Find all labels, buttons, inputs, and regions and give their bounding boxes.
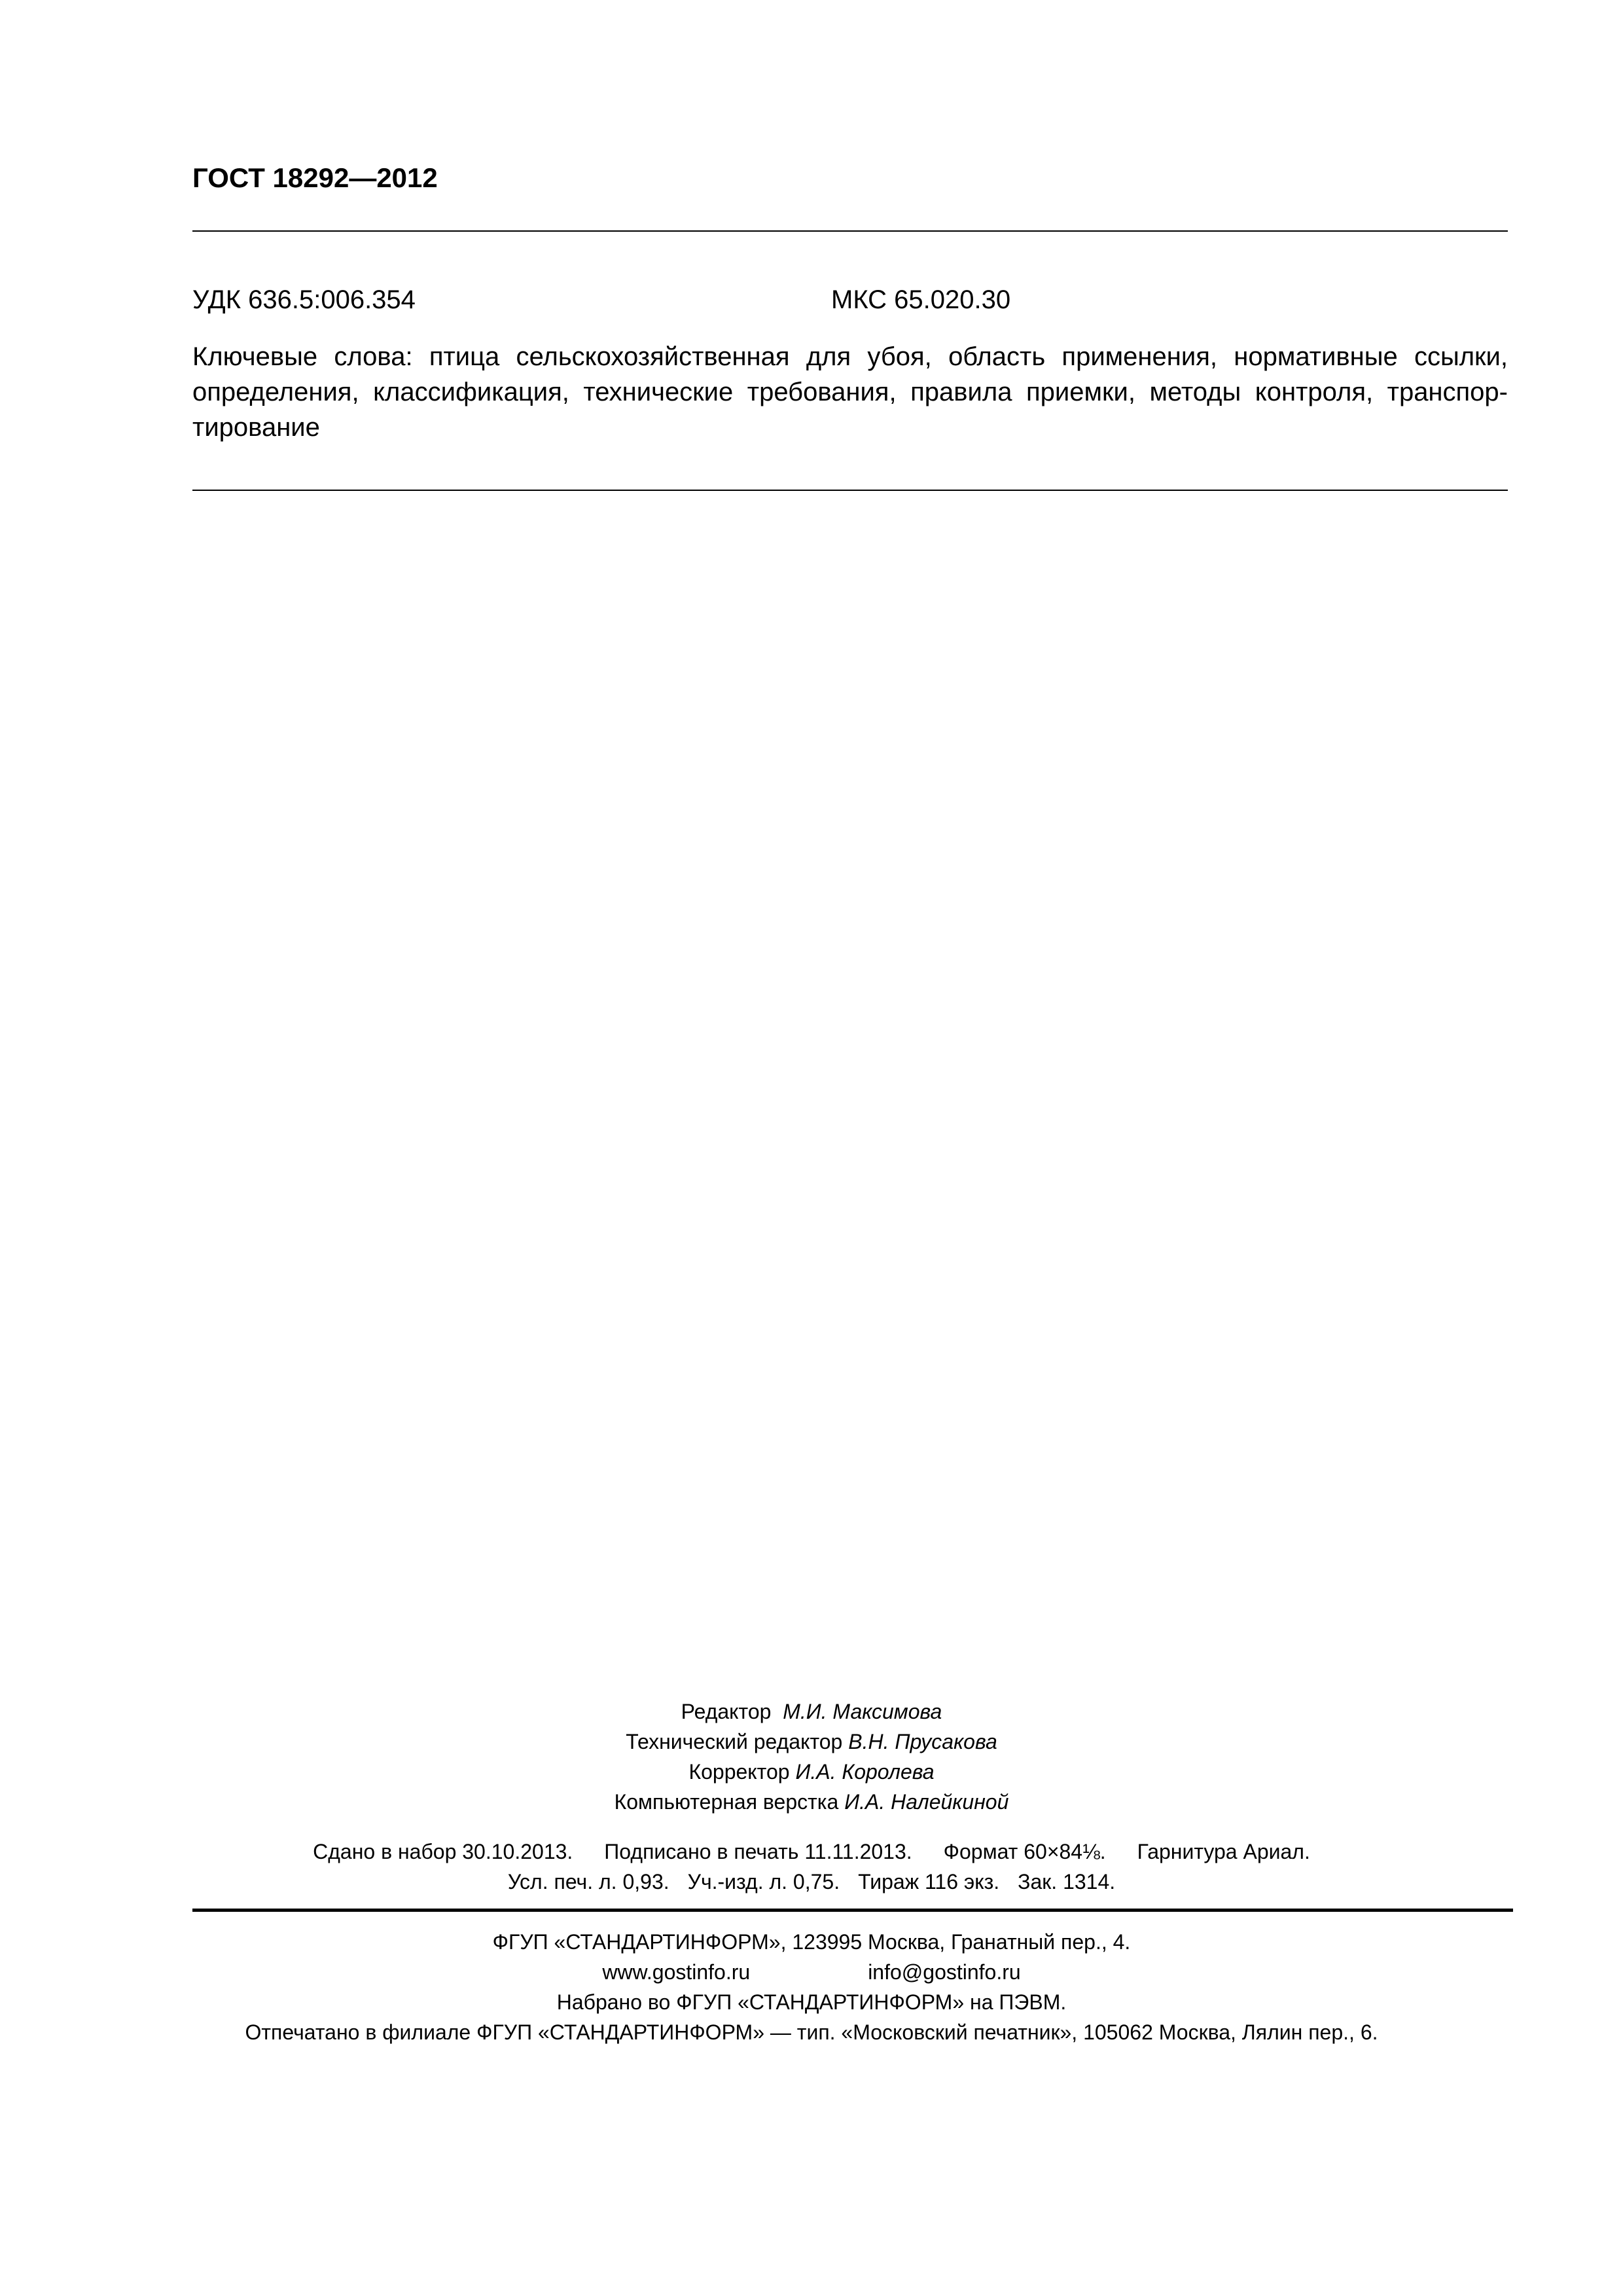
keywords-paragraph [192,339,1508,445]
credit-name: И.А. Налейкиной [844,1790,1009,1814]
pub-sheets: Уч.-изд. л. 0,75. [687,1870,840,1893]
credit-name: И.А. Королева [795,1760,935,1784]
keywords-line: определения, классификация, технические требования, правила приемки, методы контроля, транспор- [192,378,1508,406]
publisher-website: www.gostinfo.ru [602,1960,751,1984]
submitted-date: Сдано в набор 30.10.2013. [313,1840,573,1863]
paper-format: Формат 60×84⅛. [943,1840,1106,1863]
publisher-email: info@gostinfo.ru [868,1960,1021,1984]
keywords-line: Ключевые слова: птица сельскохозяйственная для убоя, область применения, нормативные ссылки, [192,342,1508,371]
print-info-block [0,1837,1623,1897]
credit-role: Корректор [688,1760,790,1784]
publisher-block [0,1927,1623,2047]
udk-code: УДК 636.5:006.354 [192,285,416,314]
top-divider [192,230,1508,232]
publisher-address: ФГУП «СТАНДАРТИНФОРМ», 123995 Москва, Гранатный пер., 4. [492,1930,1131,1954]
publisher-divider [192,1909,1513,1912]
credit-layout [0,1787,1623,1817]
print-info-line-1 [0,1837,1623,1867]
credit-tech-editor [0,1727,1623,1757]
mks-code: МКС 65.020.30 [831,285,1011,314]
credits-block [0,1696,1623,1817]
credit-proofreader [0,1757,1623,1787]
order-number: Зак. 1314. [1018,1870,1116,1893]
credit-role: Компьютерная верстка [614,1790,839,1814]
signed-date: Подписано в печать 11.11.2013. [604,1840,912,1863]
typeface: Гарнитура Ариал. [1137,1840,1310,1863]
credit-name: В.Н. Прусакова [848,1730,997,1753]
publisher-contacts [0,1957,1623,1987]
credit-editor [0,1696,1623,1727]
circulation: Тираж 116 экз. [858,1870,1000,1893]
print-info-line-2 [0,1867,1623,1897]
typeset-note: Набрано во ФГУП «СТАНДАРТИНФОРМ» на ПЭВМ. [556,1990,1067,2014]
credit-role: Редактор [681,1700,772,1723]
credit-name: М.И. Максимова [783,1700,942,1723]
print-sheets: Усл. печ. л. 0,93. [507,1870,669,1893]
credit-role: Технический редактор [626,1730,843,1753]
document-code: ГОСТ 18292—2012 [192,162,438,193]
keywords-divider [192,490,1508,491]
keywords-line: тирование [192,413,320,442]
printed-note: Отпечатано в филиале ФГУП «СТАНДАРТИНФОРМ» — тип. «Московский печатник», 105062 Москва, Лялин пер., 6. [245,2020,1378,2044]
